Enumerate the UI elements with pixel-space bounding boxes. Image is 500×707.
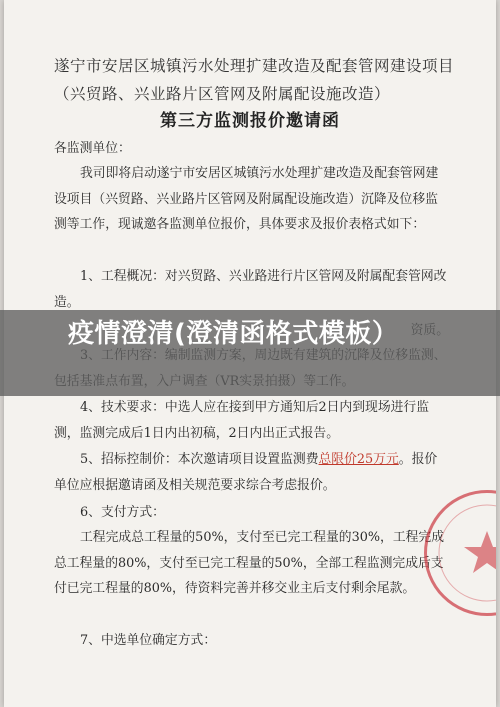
item-5-control-price: [54, 447, 449, 498]
seal-star-icon: [427, 493, 496, 613]
banner-title: 疫情澄清(澄清函格式模板）: [68, 319, 399, 349]
item-5-text-a: 5、招标控制价：本次邀请项目设置监测费: [80, 452, 319, 467]
intro-paragraph: 我司即将启动遂宁市安居区城镇污水处理扩建改造及配套管网建设项目（兴贸路、兴业路片区管网及附属配设施改造）沉降及位移监测等工作，现诚邀各监测单位报价，具体要求及报价表格式如下：: [54, 166, 439, 232]
item-5-limit: 总限价25万元: [318, 452, 399, 467]
item-6-payment-heading: 6、支付方式：: [80, 505, 165, 520]
item-5-text-b: 。报价单位应根据邀请函及相关规范要求综合考虑报价。: [54, 452, 438, 493]
document-subtitle: 第三方监测报价邀请函: [160, 111, 340, 131]
company-seal: [424, 490, 496, 616]
item-7-selection: 7、中选单位确定方式：: [80, 633, 217, 648]
item-4-technical: 4、技术要求：中选人应在接到甲方通知后2日内到现场进行监测，监测完成后1日内出初稿，2日内出正式报告。: [54, 400, 430, 441]
document-title: 遂宁市安居区城镇污水处理扩建改造及配套管网建设项目（兴贸路、兴业路片区管网及附属配设施改造）: [54, 57, 455, 103]
item-1-overview: 1、工程概况：对兴贸路、兴业路进行片区管网及附属配套管网改造。: [54, 269, 447, 310]
salutation: 各监测单位：: [54, 141, 131, 156]
item-6-payment-body: 工程完成总工程量的50%，支付至已完工程量的30%，工程完成总工程量的80%，支付至已完工程量的50%，全部工程监测完成后支付已完工程量的80%，待资料完善并移交业主后支付剩余尾款。: [54, 530, 445, 596]
